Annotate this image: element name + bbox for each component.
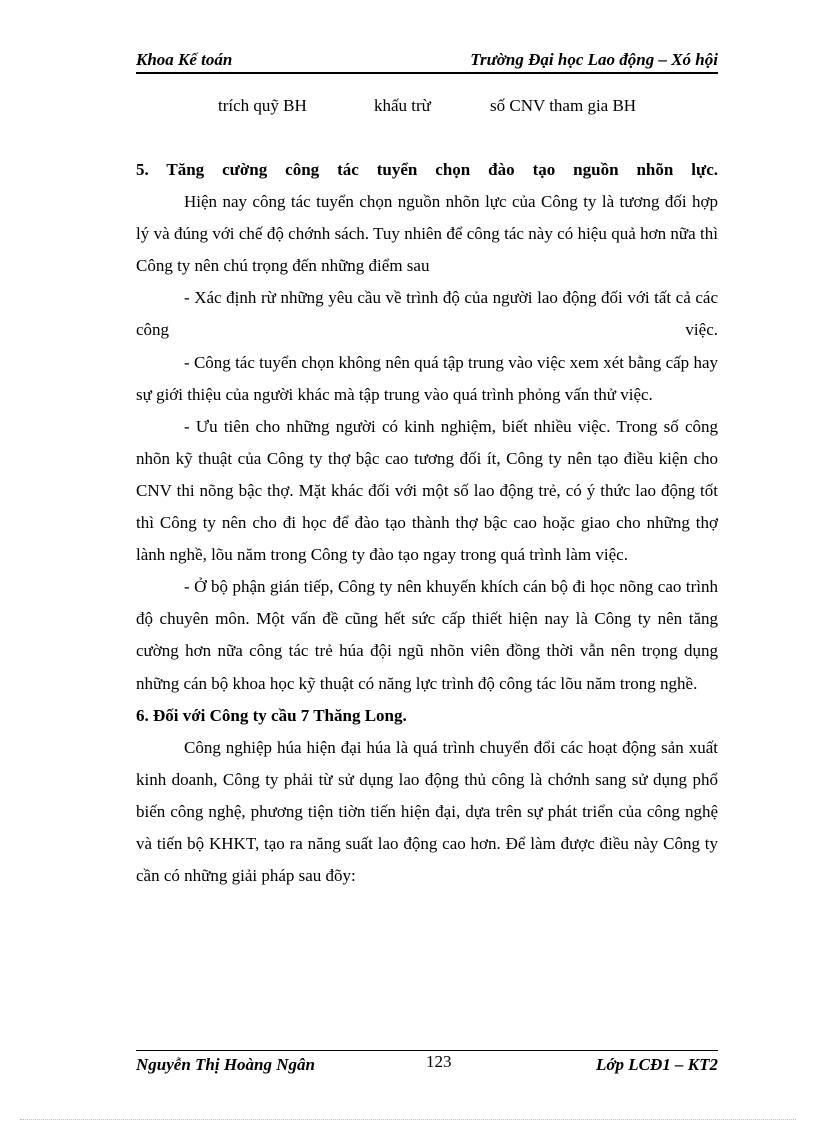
document-body: [136, 154, 718, 892]
page-header: [136, 48, 718, 74]
header-faculty: Khoa Kế toán: [136, 50, 233, 69]
formula-term-3: số CNV tham gia BH: [490, 96, 637, 115]
section-6-paragraph-1: Công nghiệp húa hiện đại húa là quá trình chuyển đổi các hoạt động sản xuất kinh doanh, Công ty phải từ sử dụng lao động thủ công là chớnh sang sử dụng phổ biến công nghệ, phương tiện tiờn tiến hiện đại, dựa trên sự phát triển của công nghệ và tiến bộ KHKT, tạo ra năng suất lao động cao hơn. Để làm được điều này Công ty cần có những giải pháp sau đõy:: [136, 737, 718, 886]
section-5-paragraph-5: - Ở bộ phận gián tiếp, Công ty nên khuyến khích cán bộ đi học nõng cao trình độ chuyên môn. Một vấn đề cũng hết sức cấp thiết hiện nay là Công ty nên tăng cường hơn nữa công tác trẻ húa đội ngũ nhõn viên đồng thời vẫn nên trọng dụng những cán bộ khoa học kỹ thuật có năng lực trình độ công tác lõu năm trong nghề.: [136, 577, 718, 693]
header-university: Trường Đại học Lao động – Xó hội: [470, 50, 718, 69]
page-bottom-rule: [20, 1119, 796, 1120]
formula-term-1: trích quỹ BH: [218, 96, 307, 115]
footer-class: Lớp LCĐ1 – KT2: [596, 1055, 718, 1074]
section-5-paragraph-3: - Công tác tuyển chọn không nên quá tập trung vào việc xem xét bằng cấp hay sự giới thiệu của người khác mà tập trung vào quá trình phỏng vấn thử việc.: [136, 352, 718, 404]
section-5-paragraph-4: - Ưu tiên cho những người có kinh nghiệm, biết nhiều việc. Trong số công nhõn kỹ thuật của Công ty thợ bậc cao tương đối ít, Công ty nên tạo điều kiện cho CNV thi nõng bậc thợ. Mặt khác đối với một số lao động trẻ, có ý thức lao động tốt thì Công ty nên cho đi học để đào tạo thành thợ bậc cao hoặc giao cho những thợ lành nghề, lõu năm trong Công ty đào tạo ngay trong quá trình làm việc.: [136, 416, 718, 565]
footer-author: Nguyễn Thị Hoàng Ngân: [136, 1055, 315, 1074]
section-5-heading: 5. Tăng cường công tác tuyển chọn đào tạo nguồn nhõn lực.: [136, 160, 718, 179]
section-6-heading: 6. Đối với Công ty cầu 7 Thăng Long.: [136, 705, 407, 725]
section-5-paragraph-1: Hiện nay công tác tuyển chọn nguồn nhõn lực của Công ty là tương đối hợp lý và đúng với chế độ chớnh sách. Tuy nhiên để công tác này có hiệu quả hơn nữa thì Công ty nên chú trọng đến những điểm sau: [136, 192, 718, 276]
formula-term-2: khấu trừ: [374, 96, 431, 115]
section-5-paragraph-2: - Xác định rừ những yêu cầu về trình độ của người lao động đối với tất cả các công việc.: [136, 288, 718, 340]
page-footer: [136, 1050, 718, 1081]
page-number: 123: [426, 1052, 452, 1071]
